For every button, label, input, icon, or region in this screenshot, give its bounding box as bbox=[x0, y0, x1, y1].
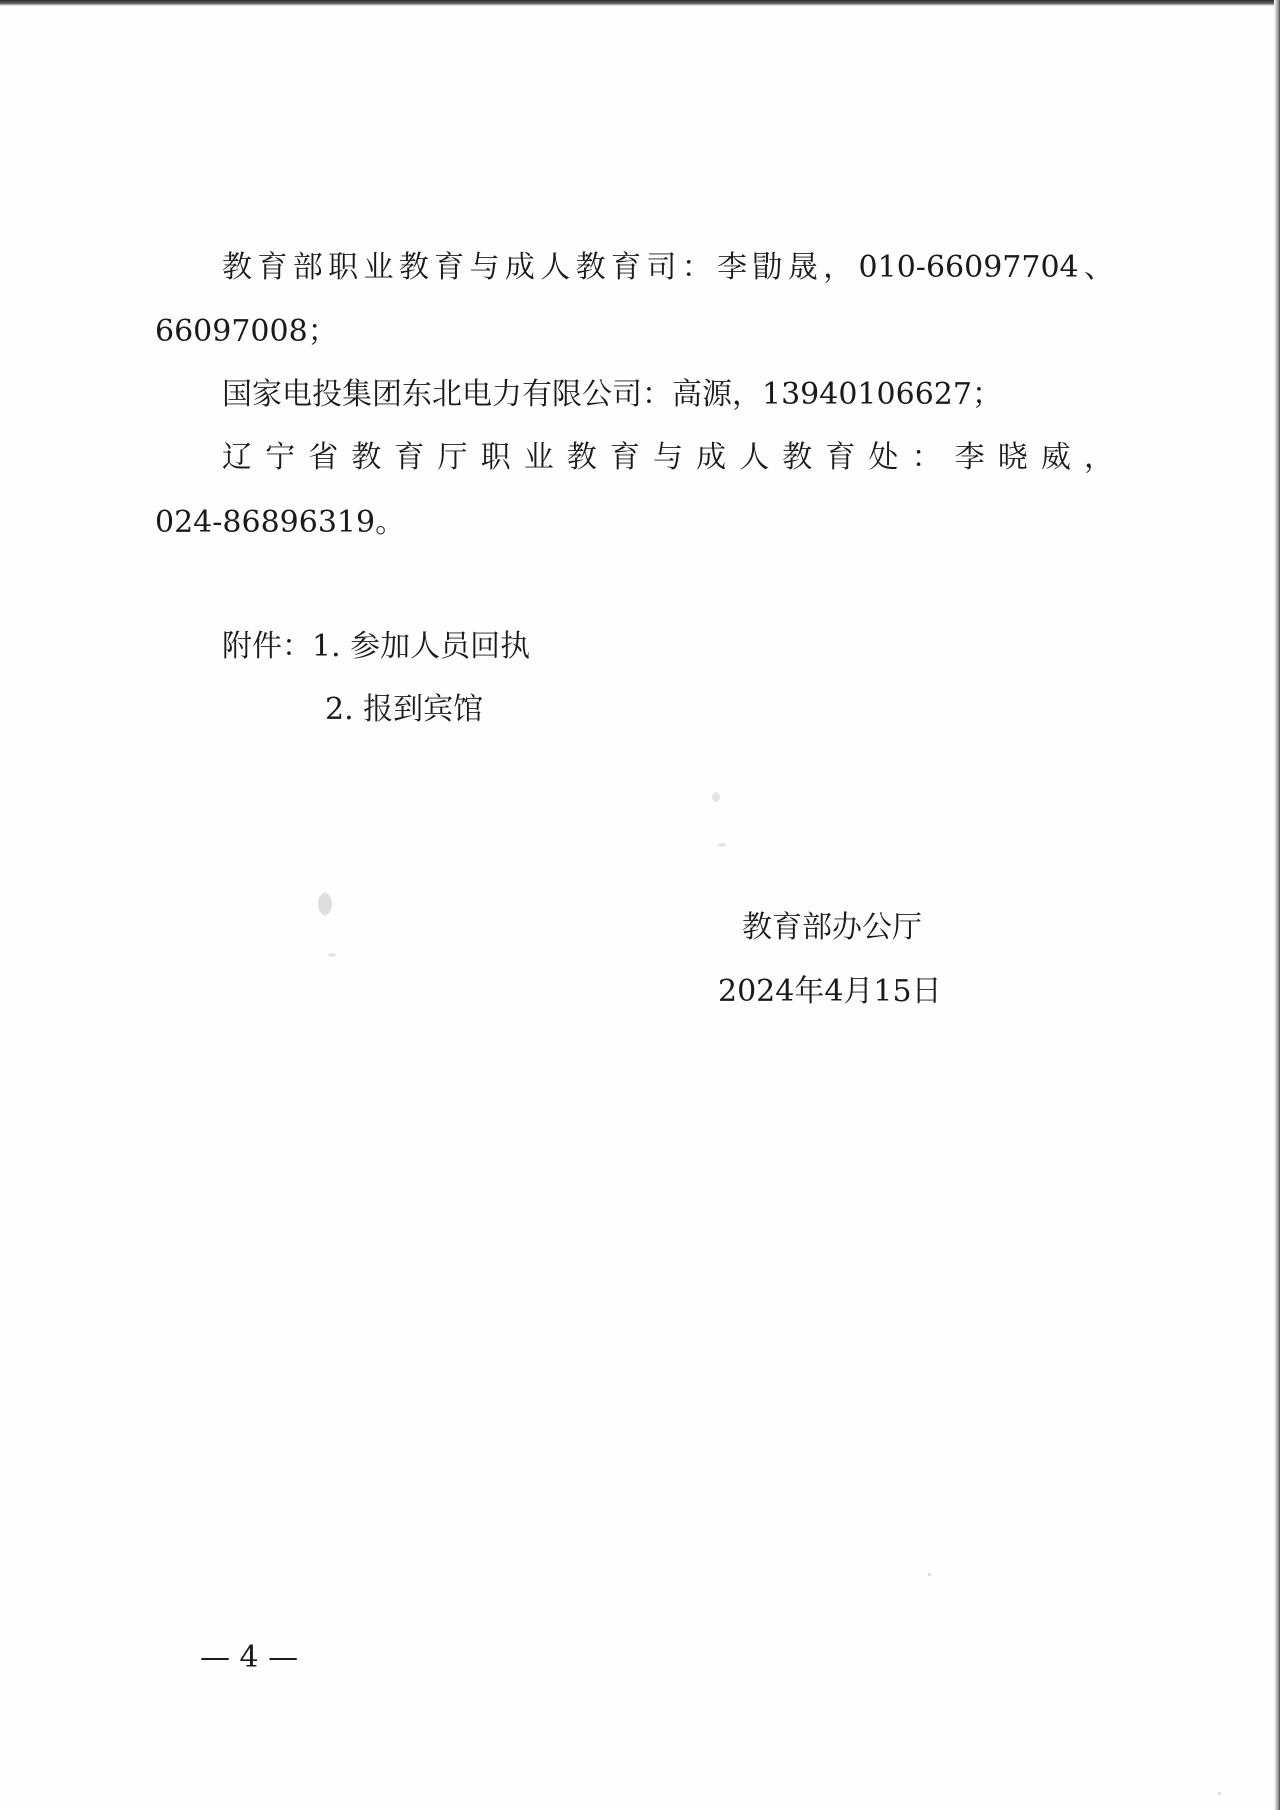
page-number: — 4 — bbox=[200, 1640, 299, 1675]
scan-speck bbox=[318, 893, 332, 915]
scan-right-edge bbox=[1274, 0, 1280, 1810]
scan-speck bbox=[928, 1573, 931, 1576]
scan-speck bbox=[328, 953, 336, 957]
issuer-name: 教育部办公厅 bbox=[742, 910, 922, 945]
contact-line-liaoning-education: 辽宁省教育厅职业教育与成人教育处：李晓威， bbox=[222, 440, 1114, 475]
contact-line-ministry: 教育部职业教育与成人教育司：李勖晟，010-66097704、 bbox=[222, 250, 1114, 285]
scan-top-edge bbox=[0, 0, 1280, 6]
attachment-item-1: 附件：1. 参加人员回执 bbox=[222, 629, 531, 664]
scan-speck bbox=[718, 843, 726, 847]
contact-line-ministry-continued: 66097008； bbox=[155, 314, 338, 349]
scan-speck bbox=[1218, 1792, 1221, 1795]
contact-line-liaoning-education-continued: 024-86896319。 bbox=[155, 505, 406, 540]
issue-date: 2024年4月15日 bbox=[718, 974, 942, 1009]
attachment-item-2: 2. 报到宾馆 bbox=[325, 692, 484, 727]
contact-line-power-company: 国家电投集团东北电力有限公司：高源，13940106627； bbox=[222, 377, 1002, 412]
scan-speck bbox=[712, 792, 720, 802]
